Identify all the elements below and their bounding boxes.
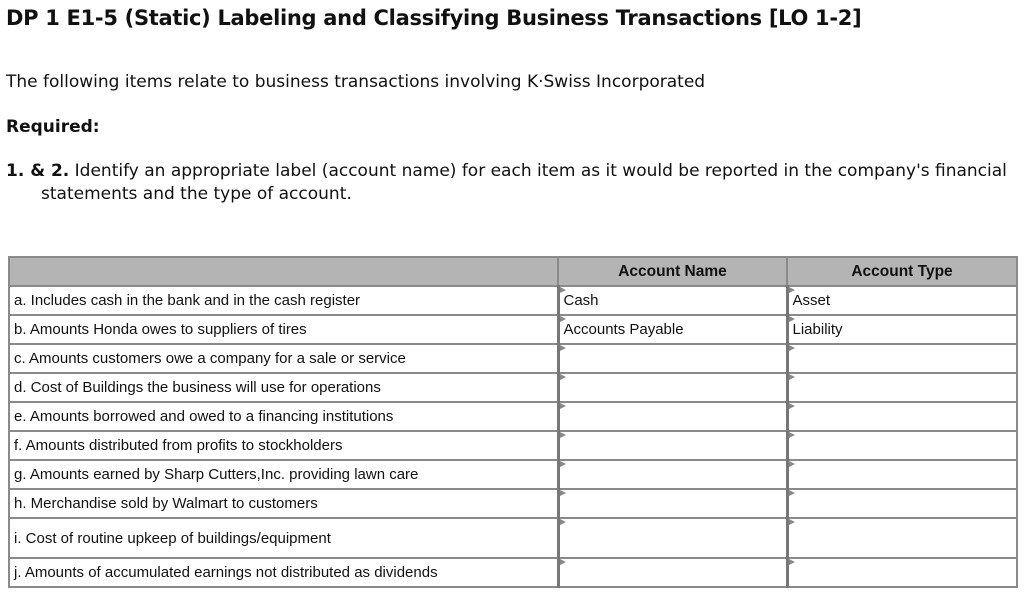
table-row [9, 460, 1017, 489]
account-type-input[interactable] [787, 558, 1017, 587]
item-description: j. Amounts of accumulated earnings not distributed as dividends [9, 558, 558, 587]
account-type-input[interactable]: Liability [787, 315, 1017, 344]
table-row [9, 518, 1017, 558]
account-name-input[interactable] [558, 489, 787, 518]
account-name-input[interactable] [558, 373, 787, 402]
account-name-input[interactable] [558, 460, 787, 489]
account-name-input[interactable] [558, 431, 787, 460]
account-type-input[interactable] [787, 402, 1017, 431]
table-row [9, 315, 1017, 344]
account-name-input[interactable] [558, 402, 787, 431]
account-type-input[interactable] [787, 373, 1017, 402]
table-row [9, 286, 1017, 315]
item-description: f. Amounts distributed from profits to stockholders [9, 431, 558, 460]
account-type-input[interactable] [787, 344, 1017, 373]
item-description: a. Includes cash in the bank and in the cash register [9, 286, 558, 315]
account-type-input[interactable] [787, 431, 1017, 460]
table-row [9, 558, 1017, 587]
required-label: Required: [6, 117, 100, 137]
answer-table [8, 256, 1018, 588]
account-name-input[interactable] [558, 558, 787, 587]
table-row [9, 489, 1017, 518]
item-description: c. Amounts customers owe a company for a sale or service [9, 344, 558, 373]
account-type-input[interactable]: Asset [787, 286, 1017, 315]
account-name-input[interactable] [558, 518, 787, 558]
account-name-input[interactable]: Cash [558, 286, 787, 315]
item-description: b. Amounts Honda owes to suppliers of tires [9, 315, 558, 344]
item-description: i. Cost of routine upkeep of buildings/equipment [9, 518, 558, 558]
question-text [6, 160, 1021, 206]
header-account-name: Account Name [558, 257, 787, 286]
page-title: DP 1 E1-5 (Static) Labeling and Classifying Business Transactions [LO 1-2] [6, 6, 862, 30]
account-type-input[interactable] [787, 489, 1017, 518]
table-row [9, 402, 1017, 431]
account-type-input[interactable] [787, 460, 1017, 489]
table-header-row [9, 257, 1017, 286]
intro-text: The following items relate to business transactions involving K·Swiss Incorporated [6, 72, 706, 92]
header-account-type: Account Type [787, 257, 1017, 286]
item-description: g. Amounts earned by Sharp Cutters,Inc. providing lawn care [9, 460, 558, 489]
header-item [9, 257, 558, 286]
table-row [9, 431, 1017, 460]
item-description: d. Cost of Buildings the business will use for operations [9, 373, 558, 402]
table-row [9, 344, 1017, 373]
account-type-input[interactable] [787, 518, 1017, 558]
question-line-2: statements and the type of account. [41, 184, 352, 204]
item-description: e. Amounts borrowed and owed to a financing institutions [9, 402, 558, 431]
table-row [9, 373, 1017, 402]
account-name-input[interactable] [558, 344, 787, 373]
question-number: 1. & 2. [6, 161, 70, 181]
account-name-input[interactable]: Accounts Payable [558, 315, 787, 344]
item-description: h. Merchandise sold by Walmart to customers [9, 489, 558, 518]
question-line-1: Identify an appropriate label (account name) for each item as it would be reported in the company's financial [74, 161, 1007, 181]
